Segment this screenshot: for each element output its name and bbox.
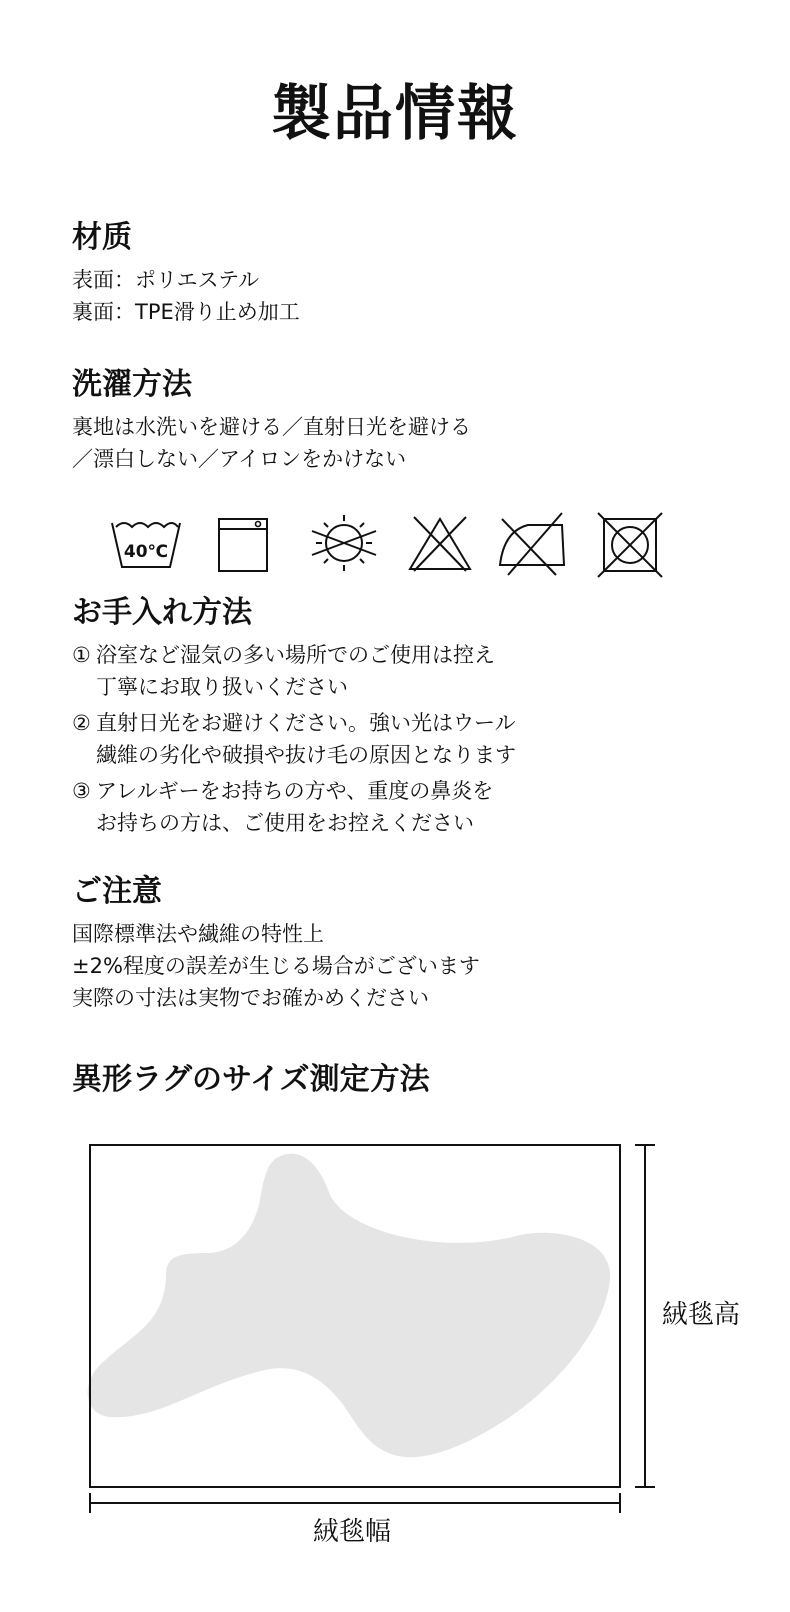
care-heading: お手入れ方法 (72, 595, 252, 630)
care-item (72, 707, 752, 771)
notice-section (72, 872, 752, 1014)
notice-line: ±2%程度の誤差が生じる場合がございます (72, 954, 480, 978)
tumble-dry-icon (210, 505, 282, 577)
page-title: 製品情報 (271, 79, 519, 149)
care-item-number: ① (72, 643, 91, 667)
care-item-line: アレルギーをお持ちの方や、重度の鼻炎を (96, 779, 494, 803)
care-symbols (110, 505, 680, 577)
notice-line: 実際の寸法は実物でお確かめください (72, 986, 429, 1010)
material-line: 表面：ポリエステル (72, 268, 260, 292)
rug-shape (88, 1154, 610, 1458)
washing-heading: 洗濯方法 (72, 367, 192, 402)
height-label: 絨毯高 (662, 1300, 741, 1330)
measure-heading: 異形ラグのサイズ測定方法 (72, 1062, 430, 1097)
washing-line: 裏地は水洗いを避ける／直射日光を避ける (72, 415, 471, 439)
measure-section (72, 1060, 752, 1106)
care-section (72, 593, 752, 843)
care-item (72, 639, 752, 703)
material-heading: 材质 (72, 220, 132, 255)
care-item-number: ③ (72, 779, 91, 803)
care-item-number: ② (72, 711, 91, 735)
washing-section (72, 365, 752, 475)
wash-temp-label: 40℃ (123, 542, 169, 562)
care-item-line: 浴室など湿気の多い場所でのご使用は控え (96, 643, 495, 667)
no-bleach-icon (404, 505, 476, 577)
care-item-line: 直射日光をお避けください。強い光はウール (96, 711, 516, 735)
care-item-line: 繊維の劣化や破損や抜け毛の原因となります (96, 743, 516, 767)
notice-heading: ご注意 (72, 874, 162, 909)
notice-line: 国際標準法や繊維の特性上 (72, 922, 324, 946)
care-item-line: 丁寧にお取り扱いください (96, 675, 348, 699)
width-label: 絨毯幅 (312, 1517, 392, 1547)
care-item-line: お持ちの方は、ご使用をお控えください (96, 811, 474, 835)
wash-40-icon (110, 505, 182, 577)
material-line: 裏面：TPE滑り止め加工 (72, 300, 300, 324)
no-sun-dry-icon (308, 505, 380, 577)
no-iron-icon (496, 505, 568, 577)
material-section (72, 218, 752, 328)
washing-line: ／漂白しない／アイロンをかけない (72, 447, 407, 471)
rug-measure-diagram (80, 1145, 741, 1547)
no-tumble-dry-icon (594, 505, 666, 577)
care-item (72, 775, 752, 839)
